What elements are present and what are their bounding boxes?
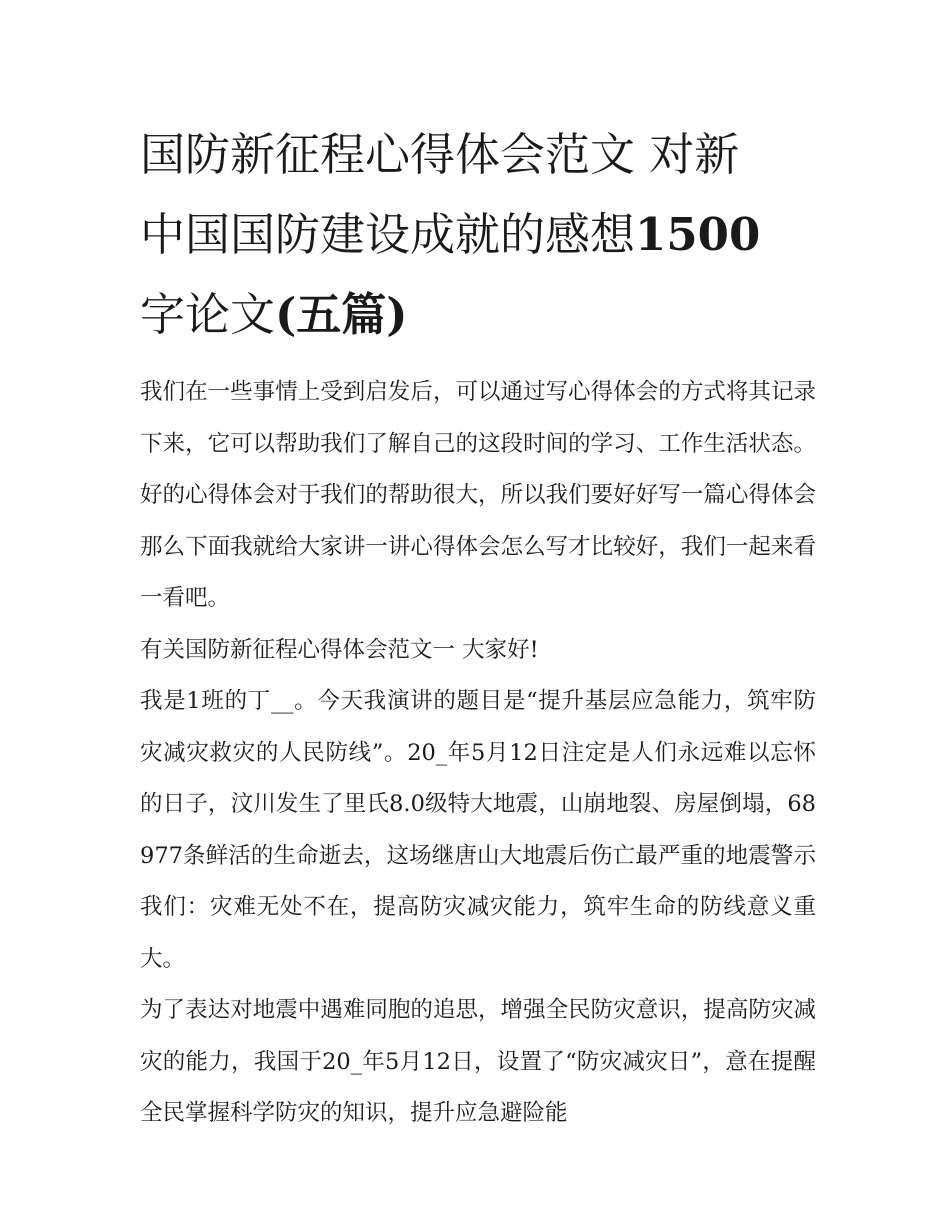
- document-content: [140, 115, 816, 1140]
- title-line-3-text: 字论文: [140, 288, 276, 341]
- paragraph-speech: 我是1班的丁__。今天我演讲的题目是“提升基层应急能力，筑牢防灾减灾救灾的人民防线”。20_年5月12日注定是人们永远难以忘怀的日子，汶川发生了里氏8.0级特大地震，山崩地裂、房屋倒塌，68977条鲜活的生命逝去，这场继唐山大地震后伤亡最严重的地震警示我们：灾难无处不在，提高防灾减灾能力，筑牢生命的防线意义重大。: [140, 688, 816, 972]
- paragraph-intro: 我们在一些事情上受到启发后，可以通过写心得体会的方式将其记录下来，它可以帮助我们了解自己的这段时间的学习、工作生活状态。好的心得体会对于我们的帮助很大，所以我们要好好写一篇心得体会那么下面我就给大家讲一讲心得体会怎么写才比较好，我们一起来看一看吧。: [140, 379, 816, 611]
- title-line-2-text: 中国国防建设成就的感想: [140, 208, 636, 261]
- title-line-1: 国防新征程心得体会范文 对新: [140, 128, 740, 181]
- title-line-3-paren: (五篇): [275, 288, 408, 341]
- paragraph-disaster-day: 为了表达对地震中遇难同胞的追思，增强全民防灾意识，提高防灾减灾的能力，我国于20_年5月12日，设置了“防灾减灾日”，意在提醒全民掌握科学防灾的知识，提升应急避险能: [140, 997, 816, 1126]
- document-title: [140, 115, 816, 355]
- title-line-2-number: 1500: [635, 208, 761, 261]
- paragraph-heading: 有关国防新征程心得体会范文一 大家好!: [140, 636, 539, 663]
- title-line-3: [140, 275, 816, 355]
- title-line-2: [140, 195, 816, 275]
- document-body: [140, 367, 816, 1140]
